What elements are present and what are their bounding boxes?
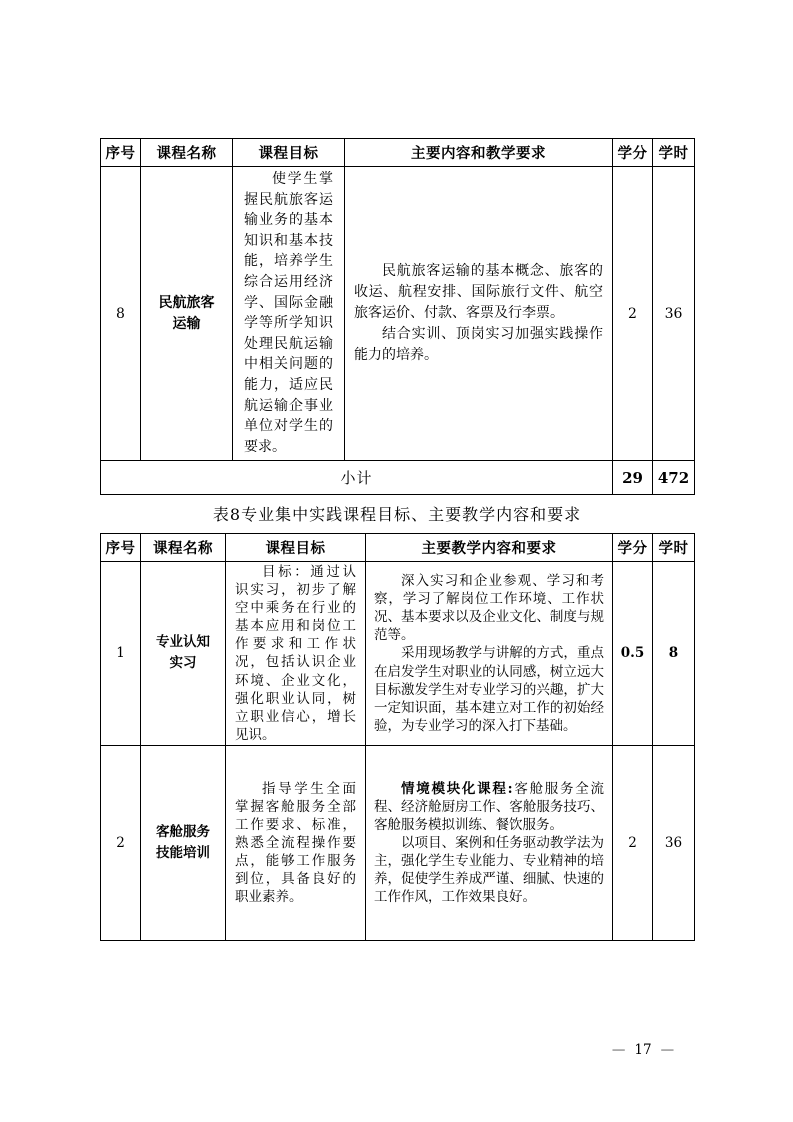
- col-header-content: 主要教学内容和要求: [366, 534, 613, 562]
- footer-dash-right: —: [660, 1042, 675, 1058]
- table2-header: [101, 534, 695, 562]
- subtotal-row: [101, 461, 695, 495]
- cell-row-number: 1: [101, 562, 141, 746]
- content-lead-in: 情境模块化课程:: [401, 780, 513, 797]
- table-core-courses-continued: [100, 138, 695, 495]
- cell-course-content: [366, 745, 613, 940]
- content-paragraph: 采用现场教学与讲解的方式，重点在启发学生对职业的认同感，树立远大目标激发学生对专业学习的兴趣，扩大一定知识面，基本建立对工作的初始经验，为专业学习的深入打下基础。: [374, 645, 604, 734]
- table-row: [101, 745, 695, 940]
- col-header-no: 序号: [101, 534, 141, 562]
- content-paragraph: 以项目、案例和任务驱动教学法为主，强化学生专业能力、专业精神的培养，促使学生养成严谨、细腻、快速的工作作风，工作效果良好。: [374, 834, 604, 906]
- cell-course-objective: [226, 562, 366, 746]
- cell-course-objective: [226, 745, 366, 940]
- col-header-credits: 学分: [613, 139, 653, 167]
- cell-hours: 36: [653, 745, 695, 940]
- table1-header: [101, 139, 695, 167]
- cell-credits: 2: [613, 745, 653, 940]
- table-row: [101, 562, 695, 746]
- table-practice-courses: [100, 533, 695, 941]
- objective-paragraph: 使学生掌握民航旅客运输业务的基本知识和基本技能，培养学生综合运用经济学、国际金融学等所学知识处理民航运输中相关问题的能力，适应民航运输企事业单位对学生的要求。: [244, 171, 333, 455]
- content-paragraph: 深入实习和企业参观、学习和考察，学习了解岗位工作环境、工作状况、基本要求以及企业文化、制度与规范等。: [374, 573, 604, 644]
- cell-credits: 2: [613, 167, 653, 461]
- content-paragraph: 民航旅客运输的基本概念、旅客的收运、航程安排、国际旅行文件、航空旅客运价、付款、客票及行李票。: [354, 263, 603, 321]
- content-text: 客舱服务全流程、经济舱厨房工作、客舱服务技巧、客舱服务模拟训练、餐饮服务。: [374, 780, 605, 833]
- subtotal-hours: 472: [653, 461, 695, 495]
- col-header-hours: 学时: [653, 139, 695, 167]
- cell-course-name: [141, 562, 226, 746]
- col-header-no: 序号: [101, 139, 141, 167]
- col-header-course-name: 课程名称: [141, 139, 233, 167]
- table2-caption: 表8专业集中实践课程目标、主要教学内容和要求: [212, 505, 582, 524]
- content-paragraph: 结合实训、顶岗实习加强实践操作能力的培养。: [354, 326, 603, 363]
- col-header-hours: 学时: [653, 534, 695, 562]
- cell-hours: 36: [653, 167, 695, 461]
- cell-row-number: 8: [101, 167, 141, 461]
- footer-dash-left: —: [611, 1042, 626, 1058]
- cell-course-name: [141, 745, 226, 940]
- page-footer: [588, 1042, 698, 1058]
- col-header-objective: 课程目标: [226, 534, 366, 562]
- course-name-text: 民航旅客运输: [158, 294, 215, 332]
- table-row: [101, 167, 695, 461]
- cell-row-number: 2: [101, 745, 141, 940]
- cell-course-content: [366, 562, 613, 746]
- subtotal-label: 小计: [101, 461, 613, 495]
- table-header-row: [101, 139, 695, 167]
- course-name-text: 专业认知实习: [156, 634, 210, 672]
- content-paragraph: [374, 780, 604, 834]
- col-header-course-name: 课程名称: [141, 534, 226, 562]
- col-header-credits: 学分: [613, 534, 653, 562]
- cell-course-name: [141, 167, 233, 461]
- col-header-objective: 课程目标: [233, 139, 345, 167]
- cell-course-content: [345, 167, 613, 461]
- page-content: [100, 138, 694, 941]
- col-header-content: 主要内容和教学要求: [345, 139, 613, 167]
- subtotal-credits: 29: [613, 461, 653, 495]
- objective-paragraph: 指导学生全面掌握客舱服务全部工作要求、标准，熟悉全流程操作要点，能够工作服务到位，具备良好的职业素养。: [235, 780, 356, 906]
- cell-course-objective: [233, 167, 345, 461]
- objective-paragraph: 目标：通过认识实习，初步了解空中乘务在行业的基本应用和岗位工作要求和工作状况，包括认识企业环境、企业文化，强化职业认同，树立职业信心，增长见识。: [235, 564, 356, 743]
- course-name-text: 客舱服务技能培训: [156, 823, 210, 861]
- cell-hours: 8: [653, 562, 695, 746]
- cell-credits: 0.5: [613, 562, 653, 746]
- page-number: 17: [634, 1042, 652, 1058]
- table-header-row: [101, 534, 695, 562]
